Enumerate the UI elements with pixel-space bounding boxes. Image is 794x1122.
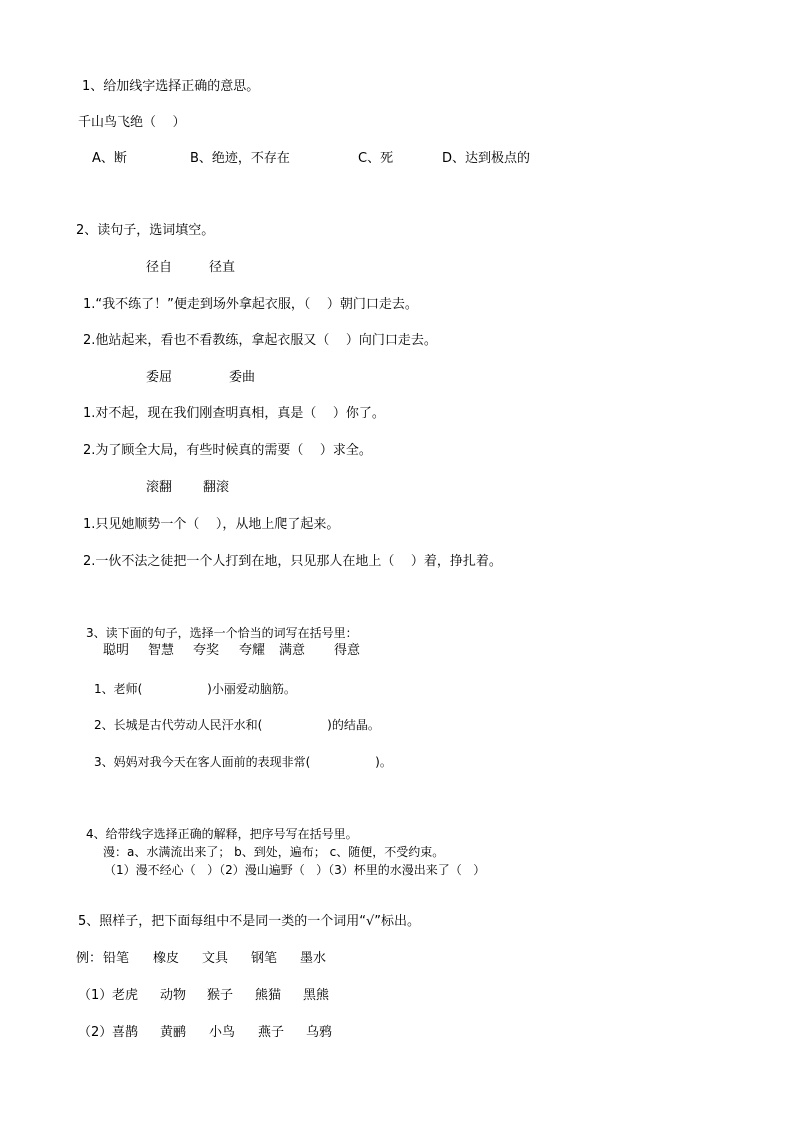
q1-option-a: A、断 — [92, 151, 127, 166]
q5-group1-word-5: 黑熊 — [303, 988, 330, 1003]
q5-example-word-2: 橡皮 — [153, 951, 180, 966]
q5-group1-word-3: 猴子 — [207, 988, 234, 1003]
q4-items: （1）漫不经心（ ）（2）漫山遍野（ ）（3）杯里的水漫出来了（ ） — [104, 863, 486, 877]
q5-group2-word-1: 喜鹊 — [112, 1025, 139, 1040]
q2-group3-word2: 翻滚 — [203, 480, 230, 495]
q5-group2-word-2: 黄鹂 — [160, 1025, 187, 1040]
q2-group1-sentence1: 1.“我不练了！”便走到场外拿起衣服，（ ）朝门口走去。 — [83, 297, 418, 312]
q5-group1-word-2: 动物 — [160, 988, 187, 1003]
q2-group2-sentence1: 1.对不起，现在我们刚查明真相，真是（ ）你了。 — [83, 406, 385, 421]
q4-meanings: 漫：a、水满流出来了； b、到处，遍布； c、随便，不受约束。 — [103, 845, 445, 859]
q5-example-word-4: 钢笔 — [251, 951, 278, 966]
q5-group1-word-1: 老虎 — [112, 988, 139, 1003]
q2-group3-sentence1: 1.只见她顺势一个（ ），从地上爬了起来。 — [83, 517, 340, 532]
q5-group1-word-4: 熊猫 — [255, 988, 282, 1003]
q2-group1-word1: 径自 — [146, 260, 173, 275]
q2-group3-sentence2: 2.一伙不法之徒把一个人打到在地，只见那人在地上（ ）着，挣扎着。 — [83, 554, 502, 569]
q5-example-word-5: 墨水 — [300, 951, 327, 966]
q5-group2-label: （2） — [78, 1025, 113, 1040]
q5-title: 5、照样子，把下面每组中不是同一类的一个词用“√”标出。 — [78, 914, 421, 929]
q1-phrase: 千山鸟飞绝（ ） — [78, 115, 186, 130]
q5-example-label: 例： — [76, 951, 103, 966]
q1-option-d: D、达到极点的 — [442, 151, 531, 166]
q5-group2-word-4: 燕子 — [258, 1025, 285, 1040]
q4-title: 4、给带线字选择正确的解释，把序号写在括号里。 — [86, 827, 358, 841]
q2-group2-word2: 委曲 — [229, 370, 256, 385]
q3-sentence2: 2、长城是古代劳动人民汗水和( )的结晶。 — [94, 718, 380, 732]
q3-title: 3、读下面的句子，选择一个恰当的词写在括号里： — [86, 626, 358, 640]
q3-word-1: 聪明 — [103, 643, 130, 658]
q1-title: 1、给加线字选择正确的意思。 — [82, 79, 260, 94]
q5-group2-word-5: 乌鸦 — [306, 1025, 333, 1040]
q3-word-2: 智慧 — [148, 643, 175, 658]
q2-group3-word1: 滚翻 — [146, 480, 173, 495]
q2-group1-word2: 径直 — [209, 260, 236, 275]
q3-word-4: 夸耀 — [239, 643, 266, 658]
q5-example-word-1: 铅笔 — [103, 951, 130, 966]
q3-word-3: 夸奖 — [193, 643, 220, 658]
q2-group2-word1: 委屈 — [146, 370, 173, 385]
q3-word-6: 得意 — [334, 643, 361, 658]
q3-word-5: 满意 — [279, 643, 306, 658]
q3-sentence1: 1、老师( )小丽爱动脑筋。 — [94, 682, 296, 696]
q1-option-b: B、绝迹，不存在 — [190, 151, 290, 166]
q5-group1-label: （1） — [78, 988, 113, 1003]
q5-example-word-3: 文具 — [202, 951, 229, 966]
q2-group1-sentence2: 2.他站起来，看也不看教练，拿起衣服又（ ）向门口走去。 — [83, 333, 437, 348]
q5-group2-word-3: 小鸟 — [209, 1025, 236, 1040]
q2-title: 2、读句子，选词填空。 — [76, 223, 215, 238]
q1-option-c: C、死 — [358, 151, 394, 166]
q2-group2-sentence2: 2.为了顾全大局，有些时候真的需要（ ）求全。 — [83, 443, 372, 458]
q3-sentence3: 3、妈妈对我今天在客人面前的表现非常( )。 — [94, 755, 392, 769]
